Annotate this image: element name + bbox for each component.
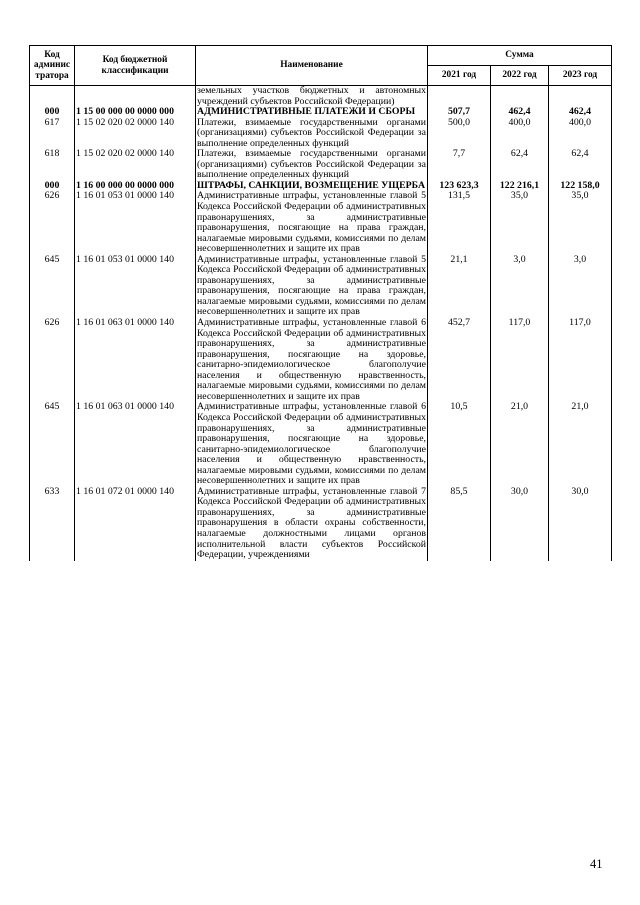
cell-name: Административные штрафы, установленные главой 5 Кодекса Российской Федерации об административных правонарушениях, за административные правонарушения, посягающие на права граждан, налагаемые мировыми судьями, комиссиями по делам несовершеннолетних и защите их прав	[197, 253, 426, 318]
cell-budget-code: 1 16 01 063 01 0000 140	[75, 402, 196, 486]
cell-sum-2021: 85,5	[428, 487, 491, 561]
cell-budget-code: 1 15 00 000 00 0000 000	[75, 107, 196, 118]
cell-name: АДМИНИСТРАТИВНЫЕ ПЛАТЕЖИ И СБОРЫ	[196, 107, 428, 118]
cell-admin-code: 633	[30, 487, 75, 561]
cell-sum-2023: 117,0	[549, 318, 612, 402]
page-number: 41	[590, 857, 603, 871]
cell-sum-2021: 500,0	[428, 118, 491, 150]
table-row	[30, 402, 612, 486]
header-name: Наименование	[196, 46, 428, 86]
header-admin-line-2: админис	[33, 60, 71, 71]
cell-sum-2022: 35,0	[491, 191, 549, 254]
table-row	[30, 318, 612, 402]
cell-admin-code: 000	[30, 181, 75, 192]
cell-sum-2022: 462,4	[491, 107, 549, 118]
cell-budget-code: 1 16 01 053 01 0000 140	[75, 255, 196, 318]
cell-sum-2023: 35,0	[549, 191, 612, 254]
cell-admin-code: 645	[30, 255, 75, 318]
header-admin-line-3: тратора	[35, 70, 69, 81]
cell-sum-2023: 462,4	[549, 107, 612, 118]
cell-name: Платежи, взимаемые государственными органами (организациями) субъектов Российской Федерации за выполнение определенных функций	[197, 148, 426, 181]
cell-sum-2023: 400,0	[549, 118, 612, 150]
cell-sum-2021: 507,7	[428, 107, 491, 118]
cell-name: земельных участков бюджетных и автономных учреждений субъектов Российской Федерации)	[197, 85, 426, 107]
cell-sum-2021: 21,1	[428, 255, 491, 318]
cell-sum-2023: 30,0	[549, 487, 612, 561]
cell-name: Административные штрафы, установленные главой 5 Кодекса Российской Федерации об административных правонарушениях, за административные правонарушения, посягающие на права граждан, налагаемые мировыми судьями, комиссиями по делам несовершеннолетних и защите их прав	[197, 190, 426, 255]
cell-admin-code: 645	[30, 402, 75, 486]
cell-admin-code: 000	[30, 107, 75, 118]
header-budget-code	[75, 46, 196, 86]
table-row	[30, 487, 612, 561]
cell-sum-2023	[549, 86, 612, 108]
cell-sum-2021	[428, 86, 491, 108]
header-admin-line-1: Код	[44, 49, 60, 60]
header-year-2022: 2022 год	[491, 66, 549, 86]
cell-sum-2021: 10,5	[428, 402, 491, 486]
cell-name: Платежи, взимаемые государственными органами (организациями) субъектов Российской Федерации за выполнение определенных функций	[197, 116, 426, 149]
header-kbk-line-1: Код бюджетной	[102, 55, 168, 65]
cell-sum-2021: 131,5	[428, 191, 491, 254]
table-header	[30, 46, 612, 86]
cell-admin-code: 618	[30, 149, 75, 181]
cell-admin-code: 626	[30, 191, 75, 254]
table-row	[30, 86, 612, 108]
header-year-2021: 2021 год	[428, 66, 491, 86]
cell-sum-2023: 62,4	[549, 149, 612, 181]
cell-budget-code: 1 16 00 000 00 0000 000	[75, 181, 196, 192]
budget-revenue-table	[29, 45, 612, 561]
cell-sum-2022: 62,4	[491, 149, 549, 181]
table-row	[30, 149, 612, 181]
cell-budget-code: 1 16 01 063 01 0000 140	[75, 318, 196, 402]
table-row	[30, 255, 612, 318]
table-body	[30, 86, 612, 561]
cell-budget-code: 1 15 02 020 02 0000 140	[75, 118, 196, 150]
cell-sum-2021: 7,7	[428, 149, 491, 181]
table-row	[30, 118, 612, 150]
cell-name: ШТРАФЫ, САНКЦИИ, ВОЗМЕЩЕНИЕ УЩЕРБА	[196, 181, 428, 192]
header-year-2023: 2023 год	[549, 66, 612, 86]
header-sum: Сумма	[428, 46, 612, 66]
cell-name: Административные штрафы, установленные главой 6 Кодекса Российской Федерации об административных правонарушениях, за административные правонарушения, посягающие на здоровье, санитарно-эпидемиологическое благополучие населения и общественную нравственность, налагаемые мировыми судьями, комиссиями по делам несовершеннолетних и защите их прав	[197, 317, 426, 402]
cell-sum-2021: 123 623,3	[428, 181, 491, 192]
cell-sum-2023: 21,0	[549, 402, 612, 486]
cell-sum-2022: 3,0	[491, 255, 549, 318]
cell-budget-code: 1 16 01 053 01 0000 140	[75, 191, 196, 254]
cell-sum-2022: 30,0	[491, 487, 549, 561]
cell-sum-2022: 122 216,1	[491, 181, 549, 192]
cell-admin-code: 617	[30, 118, 75, 150]
table-row	[30, 191, 612, 254]
header-kbk-line-2: классификации	[101, 65, 169, 76]
cell-name: Административные штрафы, установленные главой 6 Кодекса Российской Федерации об административных правонарушениях, за административные правонарушения, посягающие на здоровье, санитарно-эпидемиологическое благополучие населения и общественную нравственность, налагаемые мировыми судьями, комиссиями по делам несовершеннолетних и защите их прав	[197, 401, 426, 487]
cell-sum-2021: 452,7	[428, 318, 491, 402]
cell-admin-code	[30, 86, 75, 108]
cell-sum-2023: 122 158,0	[549, 181, 612, 192]
cell-sum-2022	[491, 86, 549, 108]
cell-budget-code: 1 16 01 072 01 0000 140	[75, 487, 196, 561]
cell-sum-2022: 400,0	[491, 118, 549, 150]
header-admin-code	[30, 46, 75, 86]
cell-sum-2022: 117,0	[491, 318, 549, 402]
cell-budget-code	[75, 86, 196, 108]
cell-sum-2023: 3,0	[549, 255, 612, 318]
cell-sum-2022: 21,0	[491, 402, 549, 486]
cell-admin-code: 626	[30, 318, 75, 402]
cell-name: Административные штрафы, установленные главой 7 Кодекса Российской Федерации об административных правонарушениях, за административные правонарушения в области охраны собственности, налагаемые должностными лицами органов исполнительной власти субъектов Российской Федерации, учреждениями	[197, 485, 426, 561]
cell-budget-code: 1 15 02 020 02 0000 140	[75, 149, 196, 181]
